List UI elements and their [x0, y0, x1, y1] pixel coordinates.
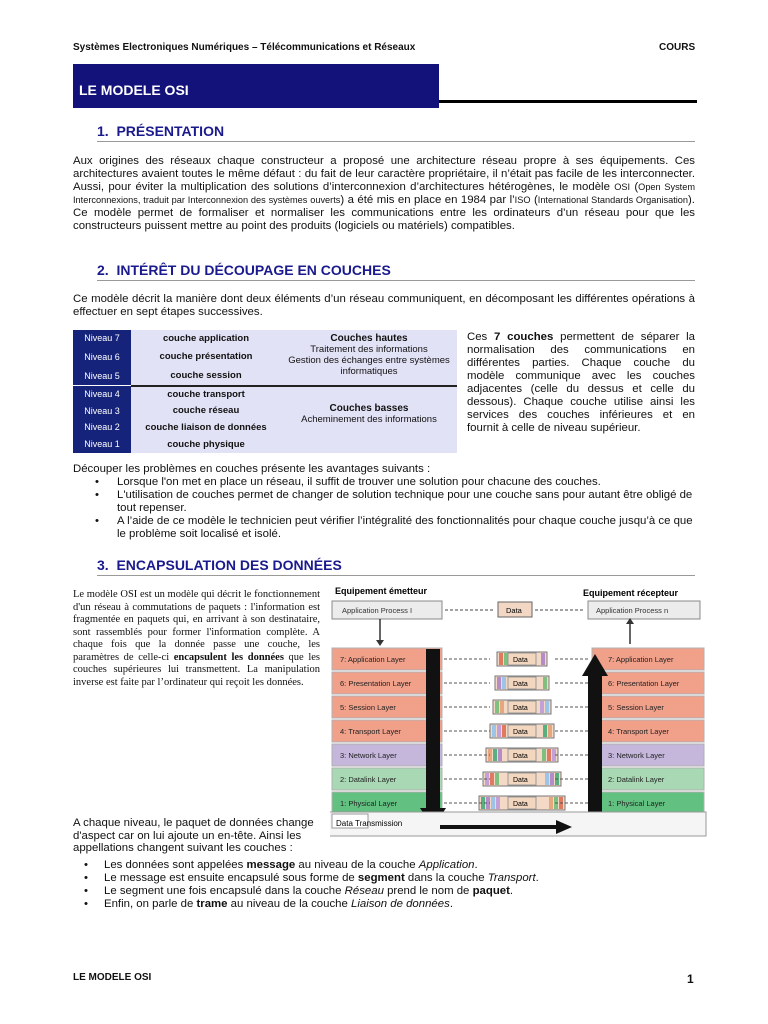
- packet-data-label: Data: [513, 729, 528, 736]
- packet-header-band: [541, 653, 545, 665]
- appellations-list: [84, 859, 694, 911]
- list-item: • Les données sont appelées message au niveau de la couche Application.: [84, 859, 694, 872]
- right-up-arrow-shaft: [588, 672, 602, 827]
- layer-label: 5: Session Layer: [340, 703, 396, 712]
- left-drop-arrow: [376, 640, 384, 646]
- packet-header-band: [495, 701, 499, 713]
- packet-header-band: [545, 701, 549, 713]
- advantages-list: [95, 476, 695, 541]
- packet-header-band: [549, 797, 553, 809]
- layer-6-name: couche présentation: [131, 347, 281, 367]
- layer-label: 1: Physical Layer: [608, 799, 666, 808]
- high-layers-group: [281, 330, 457, 386]
- layers-left: [332, 648, 442, 814]
- packet-header-band: [500, 701, 504, 713]
- packet-header-band: [542, 749, 546, 761]
- packet-header-band: [490, 773, 494, 785]
- packet-header-band: [502, 677, 506, 689]
- layer-label: 6: Presentation Layer: [340, 679, 412, 688]
- level-4: Niveau 4: [73, 386, 131, 403]
- packet-header-band: [493, 749, 497, 761]
- receiver-label: Equipement récepteur: [583, 588, 679, 598]
- header-right: COURS: [659, 42, 696, 53]
- title-underline: [439, 100, 697, 103]
- layer-label: 7: Application Layer: [608, 655, 674, 664]
- layers-right: [592, 648, 704, 814]
- high-layers-line1: Traitement des informations: [310, 344, 428, 355]
- section-1-heading: [97, 123, 224, 139]
- section-1-rule: [97, 141, 695, 142]
- layer-label: 1: Physical Layer: [340, 799, 398, 808]
- left-down-arrow-shaft: [426, 649, 440, 814]
- packet-header-band: [498, 749, 502, 761]
- layer-3-name: couche réseau: [131, 403, 281, 419]
- presentation-paragraph: Aux origines des réseaux chaque constructeur a proposé une architecture réseau propre à ses équipements. Ces architectures avaient toutes le même défaut : du fait de leur caractère propriétaire, il n’était pas facile de les interconnecter. Aussi, pour éviter la multiplication des solutions d’interconnexion d’architectures hétérogènes, le modèle OSI (Open System Interconnexions, traduit par Interconnexion des systèmes ouverts) a été mis en place en 1984 par l’ISO (International Standards Organisation). Ce modèle permet de formaliser et normaliser les communications entre les ordinateurs d’un réseau pour que les constructeurs puissent mettre au point des produits (logiciels ou matériels) compatibles.: [73, 155, 695, 232]
- layer-label: 2: Datalink Layer: [340, 775, 397, 784]
- packet-data-label: Data: [513, 657, 528, 664]
- list-item: • Le message est ensuite encapsulé sous forme de segment dans la couche Transport.: [84, 872, 694, 885]
- packet-header-band: [547, 749, 551, 761]
- page-number: 1: [687, 972, 694, 986]
- packet-header-band: [545, 773, 549, 785]
- footer-title: LE MODELE OSI: [73, 972, 152, 983]
- layer-label: 2: Datalink Layer: [608, 775, 665, 784]
- low-layers-group: [281, 386, 457, 453]
- packet-header-band: [496, 797, 500, 809]
- layer-label: 4: Transport Layer: [340, 727, 401, 736]
- transmission-label: Data Transmission: [336, 819, 403, 828]
- layer-label: 7: Application Layer: [340, 655, 406, 664]
- doc-title-bar: [73, 64, 439, 108]
- process-left-label: Application Process I: [342, 606, 413, 615]
- packet-data-label: Data: [513, 753, 528, 760]
- layer-1-name: couche physique: [131, 436, 281, 453]
- packet-data-label: Data: [513, 681, 528, 688]
- section-2-number: 2.: [97, 262, 109, 278]
- level-7: Niveau 7: [73, 330, 131, 347]
- table-separator: [131, 385, 457, 387]
- encapsulation-diagram: [330, 584, 710, 840]
- packet-header-band: [543, 725, 547, 737]
- packet-header-band: [495, 773, 499, 785]
- interet-intro: Ce modèle décrit la manière dont deux éléments d’un réseau communiquent, en décomposant les différentes opérations à effectuer en sept étapes successives.: [73, 293, 695, 318]
- section-2-heading: [97, 262, 391, 278]
- level-1: Niveau 1: [73, 436, 131, 453]
- packet-header-band: [497, 677, 501, 689]
- list-item: • Enfin, on parle de trame au niveau de la couche Liaison de données.: [84, 898, 694, 911]
- section-3-number: 3.: [97, 557, 109, 573]
- sender-label: Equipement émetteur: [335, 586, 428, 596]
- packet-header-band: [543, 677, 547, 689]
- packet-data-label: Data: [513, 777, 528, 784]
- packet-header-band: [491, 797, 495, 809]
- process-right-label: Application Process n: [596, 606, 669, 615]
- packets: [479, 652, 565, 810]
- header-left: Systèmes Electroniques Numériques – Télécommunications et Réseaux: [73, 42, 416, 53]
- seven-layers-text: Ces 7 couches permettent de séparer la normalisation des communications en différentes parties. Chaque couche du modèle communique avec les couches adjacentes (celle du dessus et celle du dessous). Chaque couche utilise ainsi les services des couches inférieures et en fournit à celle de niveau supérieur.: [467, 331, 695, 434]
- packet-data-label: Data: [513, 705, 528, 712]
- packet-header-band: [502, 725, 506, 737]
- level-6: Niveau 6: [73, 347, 131, 367]
- section-3-title: ENCAPSULATION DES DONNÉES: [116, 557, 342, 573]
- layer-label: 3: Network Layer: [608, 751, 665, 760]
- list-item: • L'utilisation de couches permet de changer de solution technique pour une couche sans pour autant être obligé de tout repenser.: [95, 489, 695, 515]
- high-layers-line2: Gestion des échanges entre systèmes informatiques: [288, 355, 450, 377]
- layer-label: 6: Presentation Layer: [608, 679, 680, 688]
- section-3-heading: [97, 557, 342, 573]
- layer-label: 5: Session Layer: [608, 703, 664, 712]
- layer-4-name: couche transport: [131, 386, 281, 403]
- layer-2-name: couche liaison de données: [131, 419, 281, 436]
- osi-layers-table: [73, 330, 457, 453]
- list-item: • Lorsque l'on met en place un réseau, il suffit de trouver une solution pour chacune des couches.: [95, 476, 695, 489]
- encapsulation-paragraph: Le modèle OSI est un modèle qui décrit le fonctionnement d'un réseau à commutations de paquets : l'information est fragmentée en paquets qui, en arrivant à son destinataire, sont rassemblés pour former l'information complète. A chaque fois que la donnée passe une couche, les paramètres de celle-ci encapsulent les données que les couches supérieures lui transmettent. La manipulation inverse est faite par l’ordinateur qui reçoit les données.: [73, 589, 320, 688]
- section-2-title: INTÉRÊT DU DÉCOUPAGE EN COUCHES: [116, 262, 391, 278]
- packet-header-band: [504, 653, 508, 665]
- advantages-intro: Découper les problèmes en couches présente les avantages suivants :: [73, 463, 431, 475]
- layer-label: 4: Transport Layer: [608, 727, 669, 736]
- encapsulation-svg: [330, 584, 710, 840]
- section-2-rule: [97, 280, 695, 281]
- packet-header-band: [540, 701, 544, 713]
- low-layers-line1: Acheminement des informations: [301, 414, 437, 425]
- level-5: Niveau 5: [73, 367, 131, 385]
- section-3-rule: [97, 575, 695, 576]
- level-2: Niveau 2: [73, 419, 131, 436]
- low-layers-title: Couches basses: [329, 403, 409, 414]
- packet-header-band: [497, 725, 501, 737]
- niveau-paragraph: A chaque niveau, le paquet de données change d'aspect car on lui ajoute un en-tête. Ainsi les appellations changent suivant les couches :: [73, 817, 314, 854]
- layer-label: 3: Network Layer: [340, 751, 397, 760]
- packet-header-band: [499, 653, 503, 665]
- packet-header-band: [492, 725, 496, 737]
- doc-title: LE MODELE OSI: [79, 82, 189, 98]
- section-1-title: PRÉSENTATION: [116, 123, 225, 139]
- list-item: • A l’aide de ce modèle le technicien peut vérifier l’intégralité des fonctionnalités pour chaque couche jusqu’à ce que le problème soit localisé et isolé.: [95, 515, 695, 541]
- top-data-label: Data: [506, 606, 522, 615]
- layer-5-name: couche session: [131, 367, 281, 385]
- level-3: Niveau 3: [73, 403, 131, 419]
- layer-7-name: couche application: [131, 330, 281, 347]
- packet-header-band: [550, 773, 554, 785]
- high-layers-title: Couches hautes: [330, 333, 408, 344]
- packet-data-label: Data: [513, 801, 528, 808]
- section-1-number: 1.: [97, 123, 109, 139]
- list-item: • Le segment une fois encapsulé dans la couche Réseau prend le nom de paquet.: [84, 885, 694, 898]
- packet-header-band: [548, 725, 552, 737]
